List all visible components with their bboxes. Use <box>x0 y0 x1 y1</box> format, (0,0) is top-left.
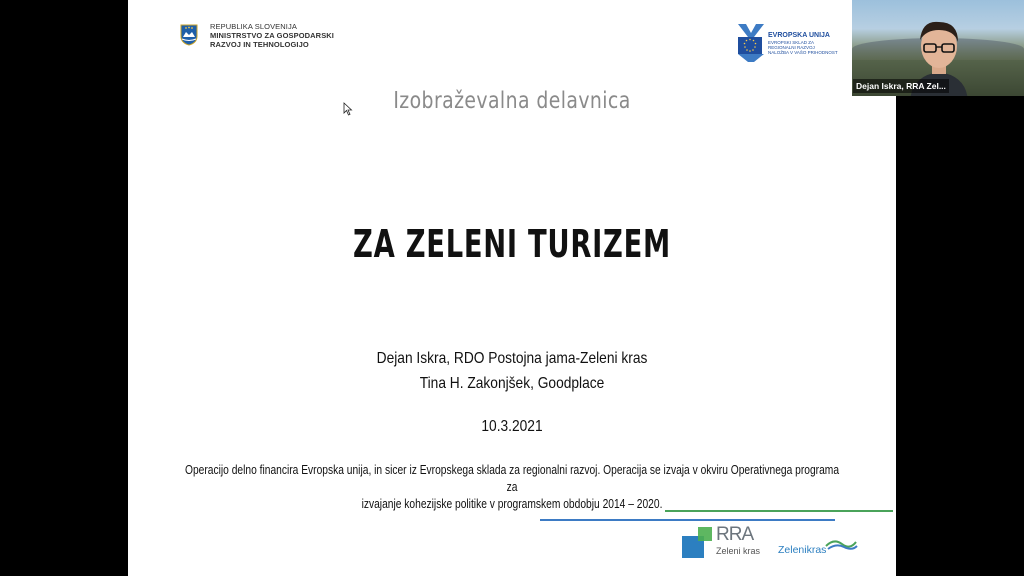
eu-logo <box>738 24 838 62</box>
zeleni-kras-logo-text: Zelenikras <box>778 544 827 556</box>
funding-notice <box>181 462 844 513</box>
slovenia-crest-icon <box>180 24 198 46</box>
slide-subtitle: Izobraževalna delavnica <box>393 88 631 114</box>
blue-divider <box>540 519 835 521</box>
gov-logo-line1: REPUBLIKA SLOVENIJA <box>210 22 297 31</box>
slide-title: ZA ZELENI TURIZEM <box>353 222 671 266</box>
gov-logo-line2: MINISTRSTVO ZA GOSPODARSKI <box>210 31 334 40</box>
presentation-date: 10.3.2021 <box>481 418 543 435</box>
rra-square-icon <box>698 527 712 541</box>
funding-line: izvajanje kohezijske politike v programskem obdobju 2014 – 2020. <box>361 497 663 511</box>
presentation-slide <box>128 0 896 576</box>
rra-logo <box>682 524 772 560</box>
rra-logo-name: RRA <box>716 524 754 545</box>
authors-block <box>182 346 842 396</box>
author-line: Tina H. Zakonjšek, Goodplace <box>419 375 605 392</box>
participant-video-tile[interactable] <box>852 0 1024 96</box>
rra-logo-sub: Zeleni kras <box>716 546 761 556</box>
gov-logo-line3: RAZVOJ IN TEHNOLOGIJO <box>210 40 309 49</box>
zeleni-kras-logo <box>778 536 858 560</box>
green-divider <box>665 510 893 512</box>
government-logo <box>180 22 334 49</box>
participant-name: Dejan Iskra, RRA Zel... <box>853 79 949 93</box>
eu-logo-sub1: EVROPSKI SKLAD ZA <box>768 39 815 45</box>
eu-flag-icon <box>738 24 764 62</box>
author-line: Dejan Iskra, RDO Postojna jama-Zeleni kras <box>376 350 648 367</box>
wave-icon <box>824 536 858 552</box>
eu-logo-title: EVROPSKA UNIJA <box>768 31 830 39</box>
funding-line: Operacijo delno financira Evropska unija, in sicer iz Evropskega sklada za regionalni razvoj. Operacija se izvaja v okviru Operativnega programa za <box>184 463 840 494</box>
eu-logo-sub3: NALOŽBA V VAŠO PRIHODNOST <box>768 49 838 55</box>
eu-logo-sub2: REGIONALNI RAZVOJ <box>768 44 815 50</box>
